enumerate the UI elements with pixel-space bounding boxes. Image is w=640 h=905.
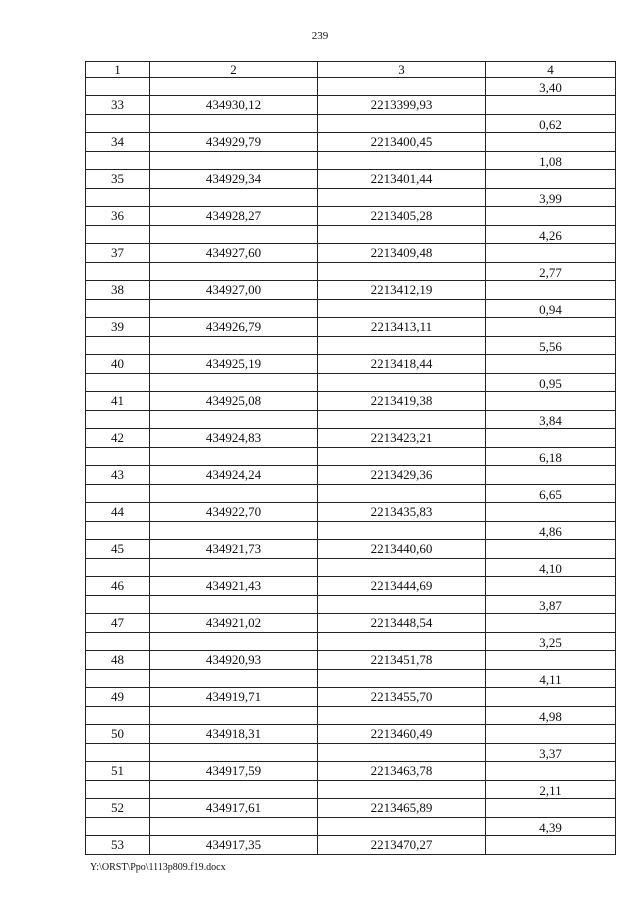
point-number-cell: 50 xyxy=(86,725,150,744)
empty-cell xyxy=(486,392,616,411)
distance-row xyxy=(86,522,616,540)
x-coordinate-cell: 434919,71 xyxy=(150,688,318,707)
empty-cell xyxy=(86,152,150,170)
point-row xyxy=(86,836,616,855)
distance-cell: 3,84 xyxy=(486,411,616,429)
empty-cell xyxy=(150,448,318,466)
point-row xyxy=(86,688,616,707)
empty-cell xyxy=(318,226,486,244)
distance-row xyxy=(86,448,616,466)
point-number-cell: 46 xyxy=(86,577,150,596)
empty-cell xyxy=(150,559,318,577)
empty-cell xyxy=(86,559,150,577)
x-coordinate-cell: 434917,61 xyxy=(150,799,318,818)
distance-cell: 0,94 xyxy=(486,300,616,318)
column-header-4: 4 xyxy=(486,62,616,78)
y-coordinate-cell: 2213418,44 xyxy=(318,355,486,374)
y-coordinate-cell: 2213400,45 xyxy=(318,133,486,152)
empty-cell xyxy=(318,818,486,836)
empty-cell xyxy=(318,189,486,207)
empty-cell xyxy=(318,374,486,392)
empty-cell xyxy=(486,207,616,226)
y-coordinate-cell: 2213412,19 xyxy=(318,281,486,300)
point-row xyxy=(86,762,616,781)
point-row xyxy=(86,355,616,374)
distance-row xyxy=(86,374,616,392)
footer-file-path: Y:\ORST\Ppo\1113p809.f19.docx xyxy=(90,862,226,873)
point-row xyxy=(86,170,616,189)
y-coordinate-cell: 2213448,54 xyxy=(318,614,486,633)
y-coordinate-cell: 2213429,36 xyxy=(318,466,486,485)
empty-cell xyxy=(318,448,486,466)
x-coordinate-cell: 434925,19 xyxy=(150,355,318,374)
distance-cell: 3,25 xyxy=(486,633,616,651)
empty-cell xyxy=(486,281,616,300)
empty-cell xyxy=(486,429,616,448)
column-header-2: 2 xyxy=(150,62,318,78)
empty-cell xyxy=(318,781,486,799)
y-coordinate-cell: 2213460,49 xyxy=(318,725,486,744)
point-number-cell: 51 xyxy=(86,762,150,781)
y-coordinate-cell: 2213423,21 xyxy=(318,429,486,448)
empty-cell xyxy=(86,263,150,281)
empty-cell xyxy=(318,263,486,281)
empty-cell xyxy=(486,466,616,485)
distance-row xyxy=(86,707,616,725)
point-row xyxy=(86,207,616,226)
empty-cell xyxy=(150,115,318,133)
empty-cell xyxy=(150,226,318,244)
y-coordinate-cell: 2213451,78 xyxy=(318,651,486,670)
distance-row xyxy=(86,189,616,207)
empty-cell xyxy=(486,651,616,670)
column-header-1: 1 xyxy=(86,62,150,78)
point-number-cell: 36 xyxy=(86,207,150,226)
point-number-cell: 52 xyxy=(86,799,150,818)
point-row xyxy=(86,614,616,633)
empty-cell xyxy=(150,744,318,762)
point-row xyxy=(86,281,616,300)
table-header-row xyxy=(86,62,616,78)
empty-cell xyxy=(318,78,486,96)
distance-row xyxy=(86,596,616,614)
point-number-cell: 40 xyxy=(86,355,150,374)
empty-cell xyxy=(318,744,486,762)
point-number-cell: 44 xyxy=(86,503,150,522)
empty-cell xyxy=(86,522,150,540)
empty-cell xyxy=(486,577,616,596)
x-coordinate-cell: 434924,83 xyxy=(150,429,318,448)
empty-cell xyxy=(486,96,616,115)
page-number: 239 xyxy=(311,30,329,42)
x-coordinate-cell: 434921,02 xyxy=(150,614,318,633)
distance-cell: 3,40 xyxy=(486,78,616,96)
point-number-cell: 38 xyxy=(86,281,150,300)
distance-row xyxy=(86,300,616,318)
empty-cell xyxy=(86,374,150,392)
point-row xyxy=(86,799,616,818)
x-coordinate-cell: 434922,70 xyxy=(150,503,318,522)
empty-cell xyxy=(150,152,318,170)
empty-cell xyxy=(486,170,616,189)
distance-cell: 2,77 xyxy=(486,263,616,281)
empty-cell xyxy=(150,374,318,392)
distance-cell: 1,08 xyxy=(486,152,616,170)
empty-cell xyxy=(150,670,318,688)
distance-row xyxy=(86,744,616,762)
distance-cell: 4,10 xyxy=(486,559,616,577)
empty-cell xyxy=(486,836,616,855)
y-coordinate-cell: 2213444,69 xyxy=(318,577,486,596)
empty-cell xyxy=(486,688,616,707)
x-coordinate-cell: 434921,73 xyxy=(150,540,318,559)
point-number-cell: 34 xyxy=(86,133,150,152)
empty-cell xyxy=(486,614,616,633)
distance-row xyxy=(86,559,616,577)
distance-cell: 5,56 xyxy=(486,337,616,355)
distance-cell: 0,95 xyxy=(486,374,616,392)
distance-row xyxy=(86,226,616,244)
distance-cell: 3,37 xyxy=(486,744,616,762)
empty-cell xyxy=(486,799,616,818)
empty-cell xyxy=(86,633,150,651)
empty-cell xyxy=(86,744,150,762)
x-coordinate-cell: 434917,35 xyxy=(150,836,318,855)
empty-cell xyxy=(150,263,318,281)
y-coordinate-cell: 2213399,93 xyxy=(318,96,486,115)
point-row xyxy=(86,244,616,263)
empty-cell xyxy=(318,300,486,318)
point-number-cell: 45 xyxy=(86,540,150,559)
empty-cell xyxy=(86,337,150,355)
distance-row xyxy=(86,78,616,96)
point-number-cell: 43 xyxy=(86,466,150,485)
x-coordinate-cell: 434917,59 xyxy=(150,762,318,781)
y-coordinate-cell: 2213463,78 xyxy=(318,762,486,781)
table-body xyxy=(86,78,616,855)
point-number-cell: 39 xyxy=(86,318,150,337)
empty-cell xyxy=(86,485,150,503)
empty-cell xyxy=(150,337,318,355)
empty-cell xyxy=(150,485,318,503)
y-coordinate-cell: 2213435,83 xyxy=(318,503,486,522)
point-row xyxy=(86,577,616,596)
point-number-cell: 47 xyxy=(86,614,150,633)
distance-cell: 4,26 xyxy=(486,226,616,244)
empty-cell xyxy=(86,596,150,614)
y-coordinate-cell: 2213440,60 xyxy=(318,540,486,559)
empty-cell xyxy=(86,781,150,799)
point-row xyxy=(86,133,616,152)
empty-cell xyxy=(150,189,318,207)
empty-cell xyxy=(318,115,486,133)
empty-cell xyxy=(86,818,150,836)
point-row xyxy=(86,96,616,115)
empty-cell xyxy=(150,300,318,318)
point-row xyxy=(86,466,616,485)
distance-cell: 6,65 xyxy=(486,485,616,503)
point-row xyxy=(86,651,616,670)
y-coordinate-cell: 2213470,27 xyxy=(318,836,486,855)
x-coordinate-cell: 434926,79 xyxy=(150,318,318,337)
y-coordinate-cell: 2213455,70 xyxy=(318,688,486,707)
point-row xyxy=(86,429,616,448)
distance-row xyxy=(86,670,616,688)
y-coordinate-cell: 2213409,48 xyxy=(318,244,486,263)
point-number-cell: 48 xyxy=(86,651,150,670)
distance-cell: 3,99 xyxy=(486,189,616,207)
y-coordinate-cell: 2213419,38 xyxy=(318,392,486,411)
x-coordinate-cell: 434927,60 xyxy=(150,244,318,263)
empty-cell xyxy=(86,226,150,244)
x-coordinate-cell: 434928,27 xyxy=(150,207,318,226)
empty-cell xyxy=(318,152,486,170)
y-coordinate-cell: 2213465,89 xyxy=(318,799,486,818)
x-coordinate-cell: 434920,93 xyxy=(150,651,318,670)
distance-row xyxy=(86,633,616,651)
distance-cell: 0,62 xyxy=(486,115,616,133)
empty-cell xyxy=(318,707,486,725)
distance-row xyxy=(86,152,616,170)
empty-cell xyxy=(318,485,486,503)
distance-cell: 4,98 xyxy=(486,707,616,725)
distance-cell: 4,39 xyxy=(486,818,616,836)
distance-row xyxy=(86,337,616,355)
empty-cell xyxy=(150,522,318,540)
coordinates-table xyxy=(85,61,616,855)
empty-cell xyxy=(486,503,616,522)
distance-row xyxy=(86,115,616,133)
empty-cell xyxy=(86,448,150,466)
empty-cell xyxy=(150,411,318,429)
empty-cell xyxy=(318,596,486,614)
empty-cell xyxy=(86,78,150,96)
distance-cell: 2,11 xyxy=(486,781,616,799)
empty-cell xyxy=(150,78,318,96)
x-coordinate-cell: 434930,12 xyxy=(150,96,318,115)
x-coordinate-cell: 434921,43 xyxy=(150,577,318,596)
point-row xyxy=(86,540,616,559)
distance-cell: 6,18 xyxy=(486,448,616,466)
point-row xyxy=(86,725,616,744)
column-header-3: 3 xyxy=(318,62,486,78)
y-coordinate-cell: 2213401,44 xyxy=(318,170,486,189)
x-coordinate-cell: 434927,00 xyxy=(150,281,318,300)
distance-row xyxy=(86,485,616,503)
point-number-cell: 41 xyxy=(86,392,150,411)
empty-cell xyxy=(86,115,150,133)
point-number-cell: 35 xyxy=(86,170,150,189)
y-coordinate-cell: 2213413,11 xyxy=(318,318,486,337)
empty-cell xyxy=(86,707,150,725)
point-row xyxy=(86,318,616,337)
distance-cell: 3,87 xyxy=(486,596,616,614)
empty-cell xyxy=(318,337,486,355)
empty-cell xyxy=(486,540,616,559)
empty-cell xyxy=(318,633,486,651)
distance-row xyxy=(86,263,616,281)
empty-cell xyxy=(86,300,150,318)
empty-cell xyxy=(86,411,150,429)
empty-cell xyxy=(150,818,318,836)
empty-cell xyxy=(486,244,616,263)
empty-cell xyxy=(150,707,318,725)
empty-cell xyxy=(486,318,616,337)
empty-cell xyxy=(86,670,150,688)
empty-cell xyxy=(318,522,486,540)
x-coordinate-cell: 434918,31 xyxy=(150,725,318,744)
x-coordinate-cell: 434929,34 xyxy=(150,170,318,189)
distance-row xyxy=(86,818,616,836)
x-coordinate-cell: 434929,79 xyxy=(150,133,318,152)
point-number-cell: 53 xyxy=(86,836,150,855)
empty-cell xyxy=(150,596,318,614)
empty-cell xyxy=(318,670,486,688)
distance-cell: 4,11 xyxy=(486,670,616,688)
empty-cell xyxy=(486,133,616,152)
point-number-cell: 42 xyxy=(86,429,150,448)
point-number-cell: 33 xyxy=(86,96,150,115)
point-row xyxy=(86,503,616,522)
empty-cell xyxy=(486,355,616,374)
distance-cell: 4,86 xyxy=(486,522,616,540)
x-coordinate-cell: 434924,24 xyxy=(150,466,318,485)
empty-cell xyxy=(486,762,616,781)
point-number-cell: 49 xyxy=(86,688,150,707)
x-coordinate-cell: 434925,08 xyxy=(150,392,318,411)
distance-row xyxy=(86,411,616,429)
empty-cell xyxy=(150,781,318,799)
point-row xyxy=(86,392,616,411)
empty-cell xyxy=(318,411,486,429)
point-number-cell: 37 xyxy=(86,244,150,263)
empty-cell xyxy=(318,559,486,577)
empty-cell xyxy=(486,725,616,744)
distance-row xyxy=(86,781,616,799)
y-coordinate-cell: 2213405,28 xyxy=(318,207,486,226)
empty-cell xyxy=(86,189,150,207)
empty-cell xyxy=(150,633,318,651)
